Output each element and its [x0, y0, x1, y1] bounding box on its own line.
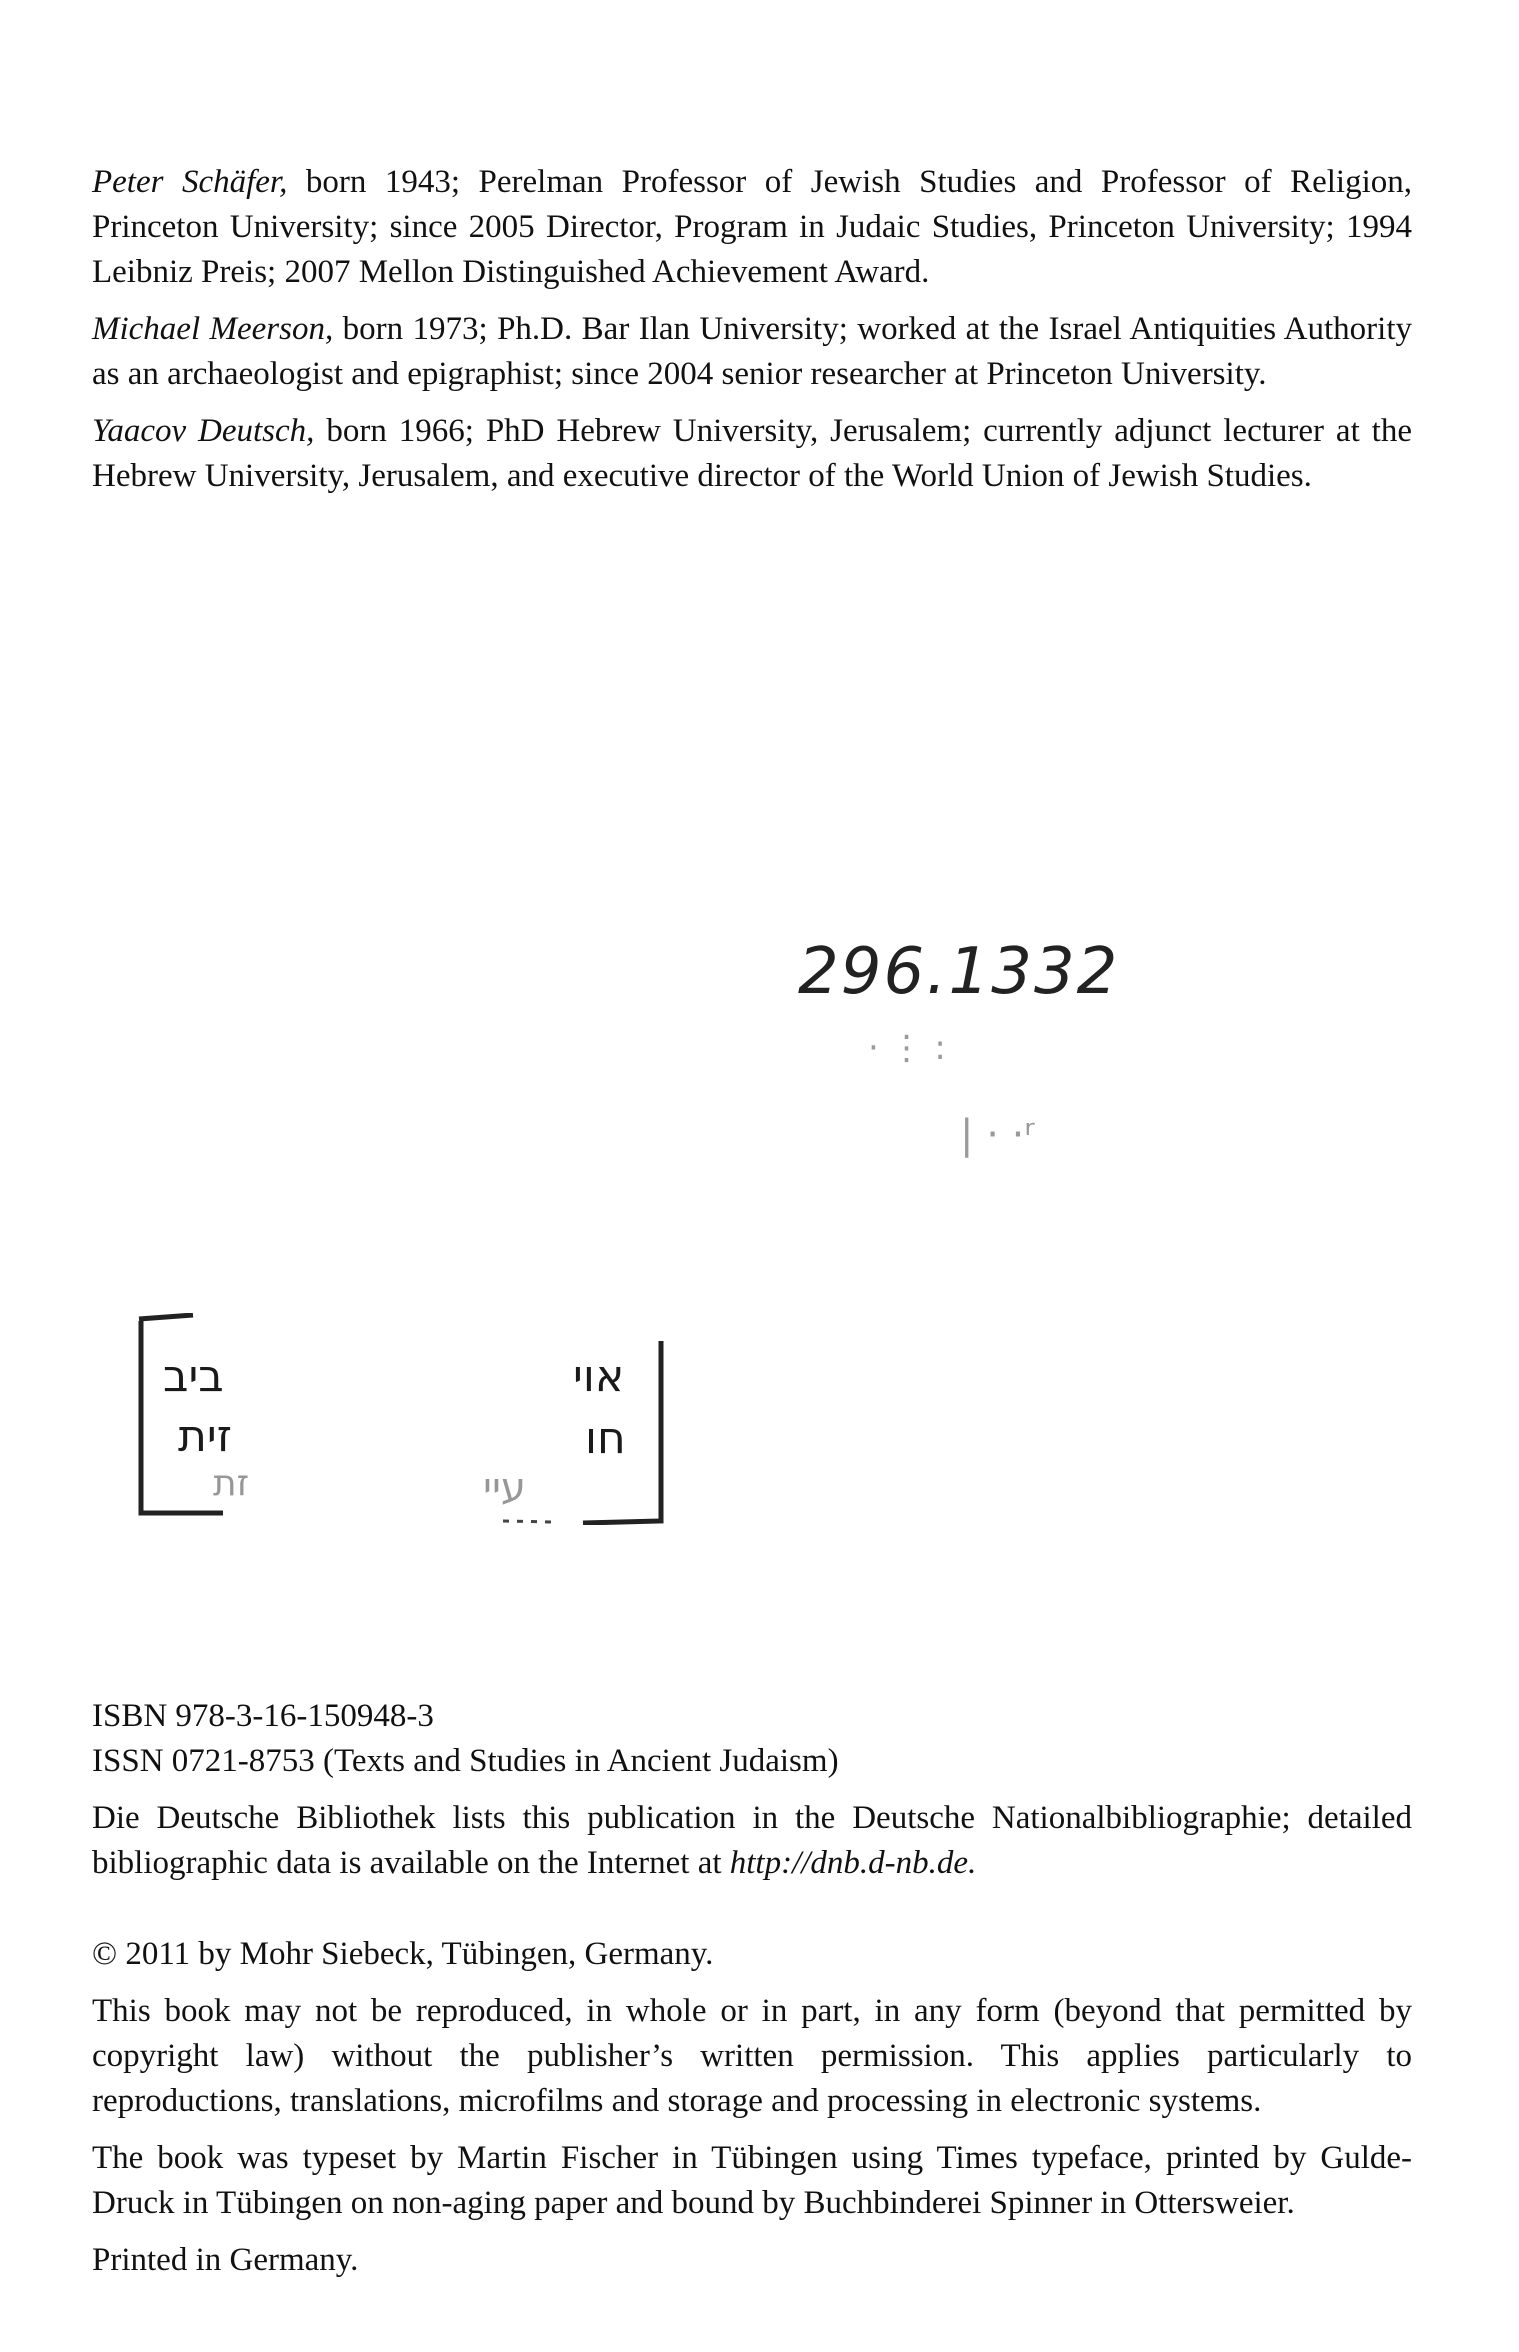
stamp-text: זת [213, 1463, 250, 1504]
copyright-line: © 2011 by Mohr Siebeck, Tübingen, Germany. [92, 1936, 714, 1972]
stamp-text: זית [178, 1411, 232, 1462]
issn: ISSN 0721-8753 (Texts and Studies in Ancient Judaism) [92, 1743, 839, 1779]
stamp-text: ביב [163, 1351, 224, 1402]
bio-text: born 1973; Ph.D. Bar Ilan University; worked at the Israel Antiquities Authority as an archaeologist and epigraphist; since 2004 senior researcher at Princeton University. [92, 311, 1412, 392]
bio-schaefer [92, 160, 1412, 295]
bio-name: Peter Schäfer, [92, 164, 288, 200]
handwritten-mark: · ⋮ : [868, 1028, 946, 1068]
bio-meerson [92, 307, 1412, 397]
bio-deutsch [92, 409, 1412, 499]
stamp-text: עיי [483, 1465, 526, 1511]
typeset-notice: The book was typeset by Martin Fischer in Tübingen using Times typeface, printed by Gulde-Druck in Tübingen on non-aging paper and bound by Buchbinderei Spinner in Ottersweier. [92, 2140, 1412, 2221]
handwritten-call-number: 296.1332 [798, 935, 1120, 1009]
stamp-text: חו [585, 1413, 626, 1464]
stamp-text: אוי [573, 1351, 625, 1402]
library-stamp [133, 1313, 668, 1525]
rights-notice: This book may not be reproduced, in whole or in part, in any form (beyond that permitted by copyright law) without the publisher’s written permission. This applies particularly to reproductions, translations, microfilms and storage and processing in electronic systems. [92, 1993, 1412, 2119]
bio-name: Yaacov Deutsch, [92, 413, 315, 449]
bibliothek-text: Die Deutsche Bibliothek lists this publication in the Deutsche Nationalbibliographie; detailed bibliographic data is available on the Internet at [92, 1800, 1412, 1881]
stamp-border-top [139, 1315, 193, 1319]
bibliothek-note [92, 1796, 1412, 1886]
stamp-border-bottom [503, 1521, 553, 1522]
copyright-info [92, 1932, 1412, 2283]
bio-text: born 1943; Perelman Professor of Jewish Studies and Professor of Religion, Princeton University; since 2005 Director, Program in Judaic Studies, Princeton University; 1994 Leibniz Preis; 2007 Mellon Distinguished Achievement Award. [92, 164, 1412, 290]
bibliographic-info [92, 1694, 1412, 1886]
dnb-link[interactable]: http://dnb.d-nb.de. [729, 1845, 977, 1881]
bio-text: born 1966; PhD Hebrew University, Jerusalem; currently adjunct lecturer at the Hebrew University, Jerusalem, and executive director of the World Union of Jewish Studies. [92, 413, 1412, 494]
printed-in: Printed in Germany. [92, 2242, 359, 2278]
isbn: ISBN 978-3-16-150948-3 [92, 1698, 434, 1734]
handwritten-mark: | · ·ʳ [960, 1112, 1035, 1158]
author-bios [92, 160, 1412, 499]
bio-name: Michael Meerson, [92, 311, 334, 347]
